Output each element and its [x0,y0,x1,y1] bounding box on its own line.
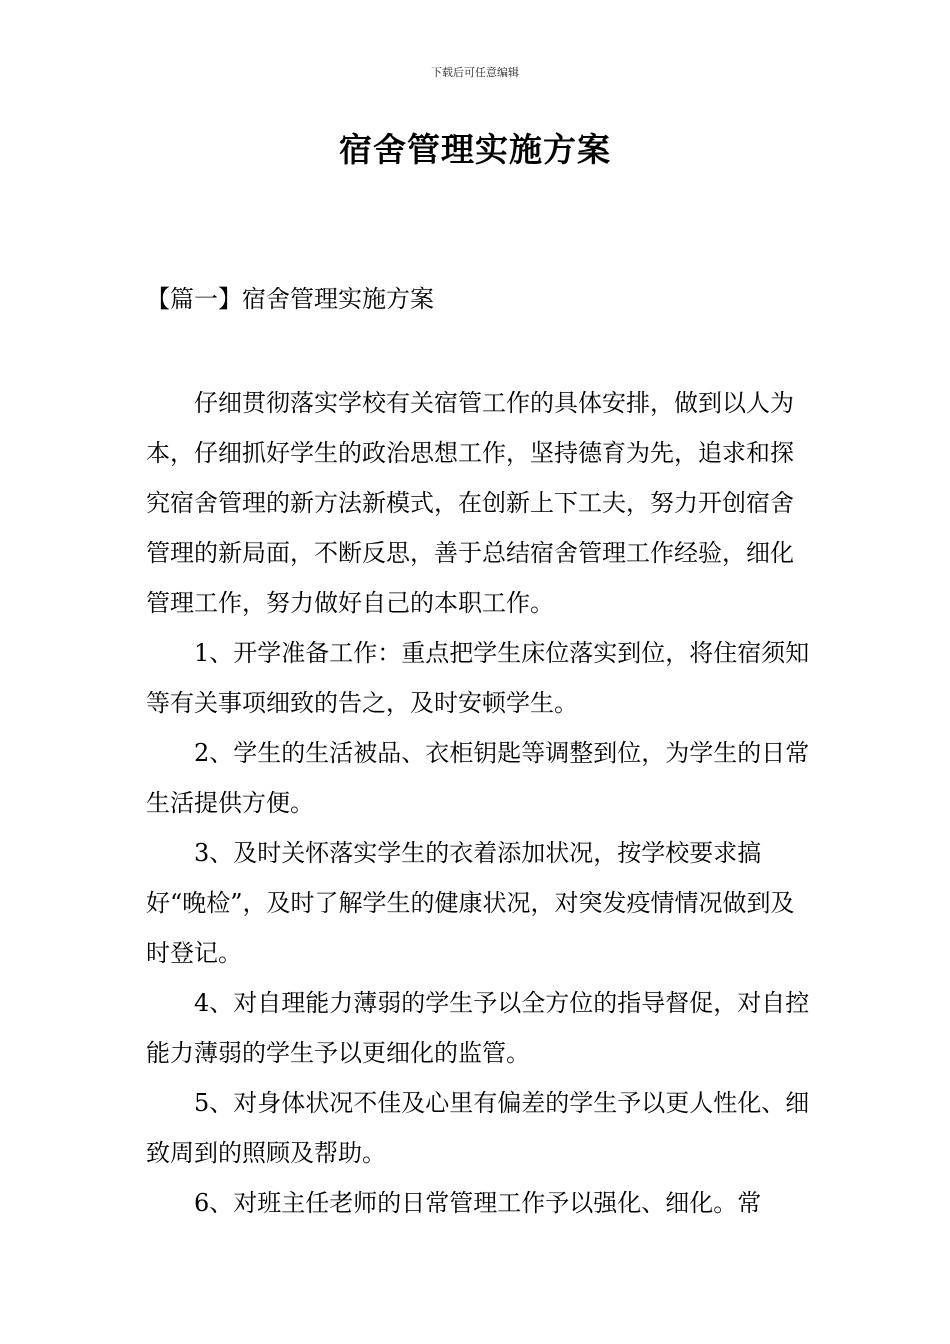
paragraph-item-4: 4、对自理能力薄弱的学生予以全方位的指导督促，对自控能力薄弱的学生予以更细化的监管。 [146,989,810,1067]
section-heading: 【篇一】宿舍管理实施方案 [146,285,434,313]
paragraph-item-2: 2、学生的生活被品、衣柜钥匙等调整到位，为学生的日常生活提供方便。 [146,739,810,817]
paragraph-item-5: 5、对身体状况不佳及心里有偏差的学生予以更人性化、细致周到的照顾及帮助。 [146,1089,810,1167]
header-note: 下载后可任意编辑 [431,66,519,79]
document-body [146,378,811,1228]
paragraph-item-3: 3、及时关怀落实学生的衣着添加状况，按学校要求搞好“晚检”，及时了解学生的健康状况，对突发疫情情况做到及时登记。 [146,839,795,967]
document-title: 宿舍管理实施方案 [339,130,611,169]
paragraph-intro: 仔细贯彻落实学校有关宿管工作的具体安排，做到以人为本，仔细抓好学生的政治思想工作，坚持德育为先，追求和探究宿舍管理的新方法新模式，在创新上下工夫，努力开创宿舍管理的新局面，不断反思，善于总结宿舍管理工作经验，细化管理工作，努力做好自己的本职工作。 [146,389,794,617]
paragraph-item-6: 6、对班主任老师的日常管理工作予以强化、细化。常 [194,1189,762,1217]
paragraph-item-1: 1、开学准备工作：重点把学生床位落实到位，将住宿须知等有关事项细致的告之，及时安顿学生。 [146,639,810,717]
